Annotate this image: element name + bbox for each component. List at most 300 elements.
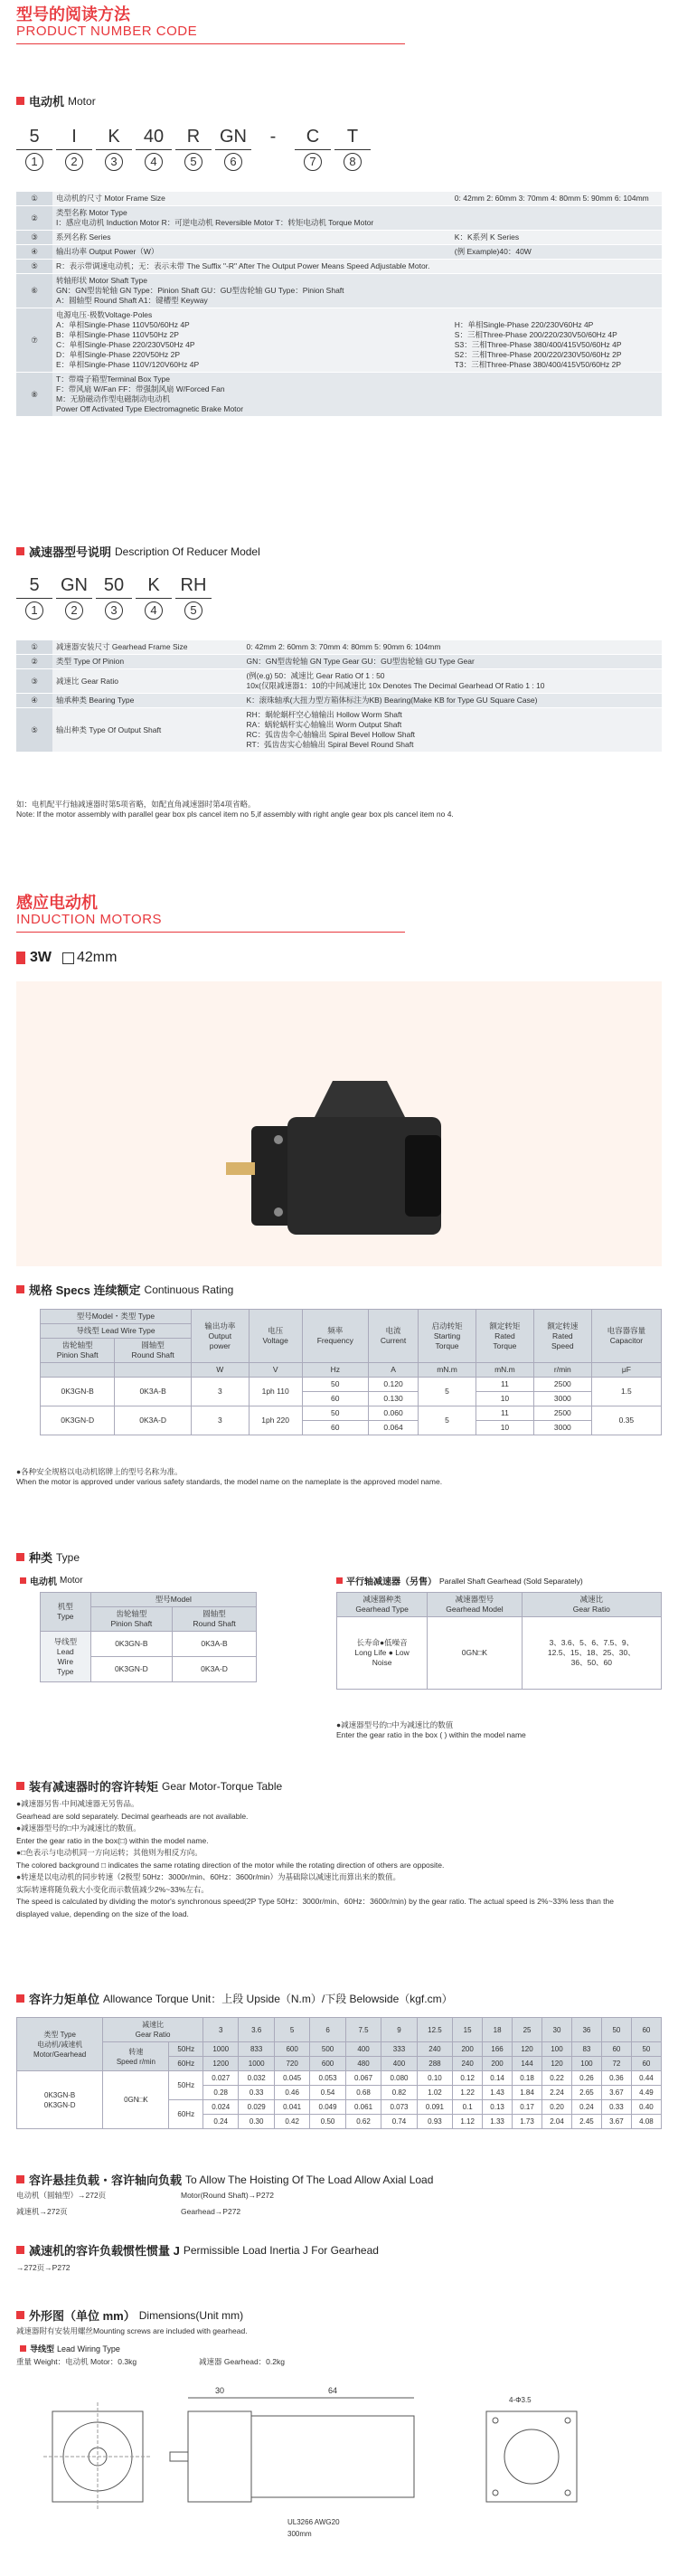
cell-torque: 1.43 <box>483 2086 513 2100</box>
motor-photo <box>16 981 662 1266</box>
allow-table <box>16 2017 662 2129</box>
types-cn: 种类 <box>29 1551 53 1565</box>
item-desc: 类型名称 Motor Type I：感应电动机 Induction Motor R：可逆电动机 Reversible Motor T：转矩电动机 Torque Motor <box>52 206 451 231</box>
inertia-en: Permissible Load Inertia J For Gearhead <box>183 2243 379 2257</box>
mount-hole-icon <box>493 2490 498 2496</box>
cell-torque: 0.33 <box>239 2086 274 2100</box>
table-row <box>16 708 662 753</box>
cell-torque: 0.74 <box>381 2115 417 2129</box>
th-speed-value: 240 <box>453 2057 483 2071</box>
th-speed-value: 1000 <box>202 2042 238 2057</box>
table-row <box>16 373 662 417</box>
cell-torque: 0.061 <box>345 2100 381 2115</box>
cell-speed: 3000 <box>533 1392 591 1406</box>
code-number-circle: 1 <box>25 601 43 620</box>
mount-hole-icon <box>493 2418 498 2423</box>
cell-gear: 0GN□K <box>103 2071 169 2129</box>
reducer-section-title <box>16 543 662 560</box>
unit-speed: r/min <box>533 1363 591 1378</box>
cell-torque: 2.45 <box>571 2115 601 2129</box>
unit-cap: μF <box>591 1363 661 1378</box>
th-round: 圆轴型 Round Shaft <box>173 1607 257 1632</box>
item-number: ⑤ <box>16 708 52 753</box>
mount-hole-icon <box>565 2490 570 2496</box>
item-number: ① <box>16 640 52 655</box>
th-ratio-value: 30 <box>542 2018 572 2042</box>
cell-voltage: 1ph 220 <box>249 1406 302 1435</box>
code-segment <box>136 575 172 620</box>
item-number: ③ <box>16 669 52 694</box>
th-ratio-value: 9 <box>381 2018 417 2042</box>
th-speed-value: 720 <box>274 2057 309 2071</box>
th-ratio-value: 18 <box>483 2018 513 2042</box>
cell-round: 0K3A-D <box>115 1406 192 1435</box>
reducer-code-table <box>16 640 662 753</box>
type-gear-cn: 平行轴减速器（另售） <box>346 1577 437 1587</box>
th-speed-value: 60 <box>631 2057 661 2071</box>
cell-torque: 4.49 <box>631 2086 661 2100</box>
code-segment <box>136 127 172 171</box>
cell-current: 0.130 <box>369 1392 419 1406</box>
code-letter: GN <box>215 127 251 150</box>
type-gear-title <box>336 1574 583 1587</box>
cell-torque: 1.12 <box>453 2115 483 2129</box>
th-speed-value: 333 <box>381 2042 417 2057</box>
code-segment <box>175 575 212 620</box>
item-number: ④ <box>16 694 52 708</box>
code-number-circle: 2 <box>65 153 83 171</box>
th-ratio-value: 3 <box>202 2018 238 2042</box>
code-segment <box>56 127 92 171</box>
th-rated-speed: 额定转速 Rated Speed <box>533 1310 591 1363</box>
code-number-circle: 3 <box>105 153 123 171</box>
code-letter: 5 <box>16 127 52 150</box>
item-desc: 类型 Type Of Pinion <box>52 655 242 669</box>
table-row <box>16 260 662 274</box>
code-number-circle: 5 <box>184 153 202 171</box>
item-number: ① <box>16 192 52 206</box>
allow-section-title <box>16 1990 662 2007</box>
th-ratio: 减速比 Gear Ratio <box>103 2018 203 2042</box>
cell-torque: 0.10 <box>417 2071 452 2086</box>
th-freq: 频率 Frequency <box>302 1310 368 1363</box>
cell-torque: 0.22 <box>542 2071 572 2086</box>
th-speed-value: 200 <box>483 2057 513 2071</box>
cell-torque: 0.82 <box>381 2086 417 2100</box>
th-speed-value: 1200 <box>202 2057 238 2071</box>
item-detail: 0: 42mm 2: 60mm 3: 70mm 4: 80mm 5: 90mm 6: 104mm <box>451 192 662 206</box>
table-row <box>41 1378 662 1392</box>
cell-torque: 0.26 <box>571 2071 601 2086</box>
dim-note: 减速器附有安装用螺丝Mounting screws are included with gearhead. <box>16 2326 248 2335</box>
motor-code-table <box>16 192 662 417</box>
header2-title-en: INDUCTION MOTORS <box>16 912 163 927</box>
screw-icon <box>274 1135 283 1144</box>
allow-en: Allowance Torque Unit：上段 Upside（N.m）/下段 Belowside（kgf.cm） <box>103 1993 453 2005</box>
code-number-circle: 6 <box>224 153 242 171</box>
torque-notes: ●减速器另售·中间减速器无另售品。 Gearhead are sold separately. Decimal gearheads are not available. ●减速器型号的□中为减速比的数值。 Enter the gear ratio in the box(□) within the model name. ●□色表示与电动机同一方向运转；其他则为相反方向。 The colored background □ indicates the same rotating direction of the motor while the rotating direction of others are opposite. ●转速是以电动机的同步转速（2极型 50Hz：3000r/min、60Hz：3600r/min）为基础除以减速比而算出来的数值。 实际转速将随负载大小变化而示数值减少2%~33%左右。 The speed is calculated by dividing the motor's synchronous speed(2P Type 50Hz：3000r/min、60Hz：3600r/min) by the gear ratio. The actual speed is 2%~33% less than the displayed value, depending on the size of the load. <box>16 1799 614 1918</box>
inertia-cn: 减速机的容许负载惯性惯量 J <box>29 2244 180 2258</box>
th-speed-value: 288 <box>417 2057 452 2071</box>
reducer-section-en: Description Of Reducer Model <box>115 545 260 558</box>
table-row <box>16 192 662 206</box>
cell-output: 3 <box>191 1406 249 1435</box>
th-output: 输出功率 Output power <box>191 1310 249 1363</box>
terminal-box <box>315 1081 405 1117</box>
cell-hz: 60Hz <box>169 2100 203 2129</box>
code-number-circle: 7 <box>304 153 322 171</box>
cell-gear-ratio: 3、3.6、5、6、7.5、9、 12.5、15、18、25、30、 36、50、60 <box>522 1617 661 1690</box>
code-number-circle: 4 <box>145 153 163 171</box>
type-motor-en: Motor <box>60 1576 83 1586</box>
cell-torque: 2.65 <box>571 2086 601 2100</box>
code-letter: R <box>175 127 212 150</box>
cell-torque: 0.44 <box>631 2071 661 2086</box>
section-marker-icon <box>16 1782 24 1790</box>
cell-torque: 0.62 <box>345 2115 381 2129</box>
cell-freq: 60 <box>302 1392 368 1406</box>
item-number: ⑧ <box>16 373 52 417</box>
th-ratio-value: 6 <box>310 2018 345 2042</box>
table-row <box>16 206 662 231</box>
cell-torque: 0.33 <box>601 2100 631 2115</box>
specs-note: ●各种安全规格以电动机铭牌上的型号名称为准。 When the motor is approved under various safety standards, the model name on the nameplate is the approved model name. <box>16 1467 443 1486</box>
dim-en: Dimensions(Unit mm) <box>138 2308 244 2322</box>
dim-label-30: 30 <box>215 2386 225 2395</box>
cell-torque: 3.67 <box>601 2115 631 2129</box>
th-speed-value: 600 <box>310 2057 345 2071</box>
header-rule <box>16 43 405 44</box>
mount-hole-icon <box>565 2418 570 2423</box>
cell-rated-torque: 10 <box>476 1421 533 1435</box>
item-detail <box>451 373 662 417</box>
section-marker-icon <box>16 1285 24 1293</box>
reducer-section-cn: 减速器型号说明 <box>29 545 112 559</box>
cell-torque: 0.50 <box>310 2115 345 2129</box>
cell-start: 5 <box>419 1406 476 1435</box>
cell-torque: 0.68 <box>345 2086 381 2100</box>
section-marker-icon <box>16 2246 24 2254</box>
cell-torque: 0.1 <box>453 2100 483 2115</box>
dim-label-lead: 300mm <box>287 2530 312 2538</box>
dim-label-holes: 4-Φ3.5 <box>509 2396 532 2404</box>
item-number: ② <box>16 206 52 231</box>
th-speed-value: 1000 <box>239 2057 274 2071</box>
item-detail: H：单相Single-Phase 220/230V60Hz 4P S：三相Three-Phase 200/220/230V50/60Hz 4P S3：三相Three-Phase 380/400/415V50/60Hz 4P S2：三相Three-Phase 200/220/230V50/60Hz 2P T3：三相Three-Phase 380/400/415V50/60Hz 2P <box>451 308 662 373</box>
th-speed-value: 120 <box>542 2057 572 2071</box>
item-number: ④ <box>16 245 52 260</box>
code-letter: T <box>334 127 371 150</box>
cell-speed: 3000 <box>533 1421 591 1435</box>
code-segment <box>334 127 371 171</box>
item-desc: 减速比 Gear Ratio <box>52 669 242 694</box>
table-row <box>16 274 662 308</box>
code-number-circle: 5 <box>184 601 202 620</box>
header2-rule <box>16 932 405 933</box>
section-marker-icon <box>16 1553 24 1561</box>
item-desc: 转轴形状 Motor Shaft Type GN：GN型齿轮轴 GN Type：Pinion Shaft GU：GU型齿轮轴 GU Type：Pinion Shaft A：圆轴型 Round Shaft A1：键槽型 Keyway <box>52 274 451 308</box>
unit-current: A <box>369 1363 419 1378</box>
cell-torque: 0.18 <box>513 2071 542 2086</box>
table-row <box>17 2018 662 2042</box>
code-segment <box>175 127 212 171</box>
cell-model: 0K3A-D <box>173 1657 257 1682</box>
header-title-en: PRODUCT NUMBER CODE <box>16 24 198 39</box>
gear-front-square <box>486 2411 577 2502</box>
item-detail: RH：蜗轮蜗杆空心轴输出 Hollow Worm Shaft RA：蜗轮蜗杆实心轴输出 Worm Output Shaft RC：弧齿齿伞心轴输出 Spiral Bevel Hollow Shaft RT：弧齿齿实心轴输出 Spiral Bevel Round Shaft <box>242 708 662 753</box>
item-desc: 电源电压·极数Voltage·Poles A：单相Single-Phase 110V50/60Hz 4P B：单相Single-Phase 110V50Hz 2P C：单相Single-Phase 220/230V50Hz 4P D：单相Single-Phase 220V50Hz 2P E：单相Single-Phase 110V/120V60Hz 4P <box>52 308 451 373</box>
cell-torque: 4.08 <box>631 2115 661 2129</box>
code-segment <box>295 127 331 171</box>
code-number-circle: 2 <box>65 601 83 620</box>
cell-torque: 0.029 <box>239 2100 274 2115</box>
code-segment <box>96 127 132 171</box>
code-letter: RH <box>175 575 212 599</box>
dimension-drawing <box>16 2375 662 2570</box>
cell-pinion: 0K3GN-B <box>41 1378 115 1406</box>
type-motor-cn: 电动机 <box>30 1577 57 1587</box>
motor-image <box>16 981 662 1266</box>
cell-torque: 0.30 <box>239 2115 274 2129</box>
item-detail: GN：GN型齿轮轴 GN Type Gear GU：GU型齿轮轴 GU Type Gear <box>242 655 662 669</box>
unit-rated-torque: mN.m <box>476 1363 533 1378</box>
cell-hz: 50Hz <box>169 2071 203 2100</box>
cell-torque: 0.073 <box>381 2100 417 2115</box>
table-row <box>16 308 662 373</box>
cell-gear-type: 长寿命●低噪音 Long Life ● Low Noise <box>337 1617 428 1690</box>
shaft <box>226 1162 255 1175</box>
item-detail: (例(e.g) 50：减速比 Gear Ratio Of 1 : 50 10x(仅限减速器1：10的中间减速比 10x Denotes The Decimal Gearhead Of Ratio 1 : 10 <box>242 669 662 694</box>
hoist-line2: 减速机→272页 <box>16 2207 68 2216</box>
th-ratio-value: 25 <box>513 2018 542 2042</box>
th-ratio-value: 36 <box>571 2018 601 2042</box>
th-voltage: 电压 Voltage <box>249 1310 302 1363</box>
cell-torque: 0.24 <box>571 2100 601 2115</box>
code-letter: 40 <box>136 127 172 150</box>
th-ratio-value: 60 <box>631 2018 661 2042</box>
cell-rated-torque: 11 <box>476 1378 533 1392</box>
item-desc: 电动机的尺寸 Motor Frame Size <box>52 192 451 206</box>
cell-cap: 1.5 <box>591 1378 661 1406</box>
cell-torque: 0.40 <box>631 2100 661 2115</box>
th-speed-value: 833 <box>239 2042 274 2057</box>
cell-torque: 1.02 <box>417 2086 452 2100</box>
cell-torque: 2.24 <box>542 2086 572 2100</box>
square-size-icon <box>62 952 74 964</box>
cell-speed: 2500 <box>533 1406 591 1421</box>
unit-voltage: V <box>249 1363 302 1378</box>
cell-torque: 1.73 <box>513 2115 542 2129</box>
cell-torque: 0.080 <box>381 2071 417 2086</box>
cell-torque: 0.041 <box>274 2100 309 2115</box>
cell-torque: 0.93 <box>417 2115 452 2129</box>
dim-section-title <box>16 2306 662 2324</box>
code-letter: 50 <box>96 575 132 599</box>
motor-section-en: Motor <box>68 94 96 108</box>
lead-wire-en: Lead Wiring Type <box>57 2344 120 2353</box>
code-letter: K <box>96 127 132 150</box>
table-row <box>16 245 662 260</box>
section-marker-icon <box>16 97 24 105</box>
specs-en: Continuous Rating <box>144 1283 234 1296</box>
th-ratio-value: 50 <box>601 2018 631 2042</box>
section-marker-icon <box>16 547 24 555</box>
code-letter: GN <box>56 575 92 599</box>
dim-cn: 外形图（单位 mm） <box>29 2309 136 2323</box>
cell-torque: 2.04 <box>542 2115 572 2129</box>
bullet-icon <box>336 1577 343 1584</box>
cell-current: 0.120 <box>369 1378 419 1392</box>
th-speed-value: 400 <box>345 2042 381 2057</box>
item-desc: 减速器安装尺寸 Gearhead Frame Size <box>52 640 242 655</box>
model-size: 42mm <box>77 950 118 965</box>
cell-lead: 导线型 Lead Wire Type <box>41 1632 91 1682</box>
th-round: 圆轴型 Round Shaft <box>115 1339 192 1363</box>
page-header-induction <box>16 894 662 933</box>
type-gear-table <box>336 1592 662 1690</box>
cell-freq: 60 <box>302 1421 368 1435</box>
allow-cn: 容许力矩单位 <box>29 1993 100 2006</box>
th-speed-value: 120 <box>513 2042 542 2057</box>
item-desc: T：带端子箱型Terminal Box Type F：带风扇 W/Fan FF：带强制风扇 W/Forced Fan M：无励磁动作型电磁制动电动机 Power Off Activated Type Electromagnetic Brake Motor <box>52 373 451 417</box>
th-speed-value: 50 <box>631 2042 661 2057</box>
unit-output: W <box>191 1363 249 1378</box>
inertia-section-title <box>16 2241 662 2259</box>
hoist-section-title <box>16 2171 662 2188</box>
cell-pinion: 0K3GN-D <box>41 1406 115 1435</box>
th-current: 电流 Current <box>369 1310 419 1363</box>
dim-label-64: 64 <box>328 2386 338 2395</box>
th-start: 启动转矩 Starting Torque <box>419 1310 476 1363</box>
cell-torque: 1.22 <box>453 2086 483 2100</box>
th-hz: 50Hz <box>169 2042 203 2057</box>
th-speed-value: 100 <box>571 2057 601 2071</box>
th-capacitor: 电容器容量 Capacitor <box>591 1310 661 1363</box>
reducer-note: 如：电机配平行轴减速器时第5项省略，如配直角减速器时第4项省略。 Note: If the motor assembly with parallel gear box pls cancel item no 5,if assembly with right angle gear box pls cancel item no 4. <box>16 800 454 819</box>
weight-gear: 减速器 Gearhead：0.2kg <box>199 2357 285 2366</box>
th-type: 机型 Type <box>41 1593 91 1632</box>
side-view-shaft <box>170 2452 188 2461</box>
table-row <box>41 1406 662 1421</box>
code-letter: I <box>56 127 92 150</box>
cell-models: 0K3GN-B 0K3GN-D <box>17 2071 103 2129</box>
item-detail: (例 Example)40：40W <box>451 245 662 260</box>
cell-torque: 0.045 <box>274 2071 309 2086</box>
th-hz: 60Hz <box>169 2057 203 2071</box>
code-segment <box>16 127 52 171</box>
hoist-line1: 电动机（圆轴型）→272页 <box>16 2191 107 2200</box>
code-number-circle: 4 <box>145 601 163 620</box>
header-title-cn: 型号的阅读方法 <box>16 5 130 24</box>
cell-torque: 0.067 <box>345 2071 381 2086</box>
table-row <box>17 2042 662 2057</box>
cell-torque: 0.28 <box>202 2086 238 2100</box>
cell-torque: 0.20 <box>542 2100 572 2115</box>
cell-torque: 0.049 <box>310 2100 345 2115</box>
table-row <box>16 669 662 694</box>
item-desc: 输出功率 Output Power（W） <box>52 245 451 260</box>
th-model: 型号Model <box>90 1593 256 1607</box>
lead-wire-title <box>20 2343 120 2354</box>
table-row <box>17 2071 662 2086</box>
unit-freq: Hz <box>302 1363 368 1378</box>
item-number: ⑤ <box>16 260 52 274</box>
type-gear-en: Parallel Shaft Gearhead (Sold Separately) <box>439 1576 583 1586</box>
table-row <box>16 231 662 245</box>
cell-torque: 0.14 <box>483 2071 513 2086</box>
table-row <box>16 694 662 708</box>
cell-torque: 0.091 <box>417 2100 452 2115</box>
th-model: 型号Model・类型 Type <box>41 1310 192 1324</box>
cell-torque: 0.027 <box>202 2071 238 2086</box>
code-number-circle: 1 <box>25 153 43 171</box>
types-section-title <box>16 1548 662 1566</box>
type-gear-note: ●减速器型号的□中为减速比的数值 Enter the gear ratio in the box ( ) within the model name <box>336 1720 526 1739</box>
torque-section-title <box>16 1777 662 1795</box>
cell-torque: 0.13 <box>483 2100 513 2115</box>
cell-model: 0K3GN-D <box>90 1657 172 1682</box>
th-ratio-value: 7.5 <box>345 2018 381 2042</box>
gear-front-circle <box>504 2429 559 2484</box>
th-speed-value: 200 <box>453 2042 483 2057</box>
type-motor-title <box>20 1574 83 1587</box>
section-marker-icon <box>16 952 25 964</box>
motor-endcap <box>405 1135 441 1217</box>
th-speed-value: 144 <box>513 2057 542 2071</box>
cell-rated-torque: 11 <box>476 1406 533 1421</box>
weight-motor: 重量 Weight：电动机 Motor：0.3kg <box>16 2357 137 2366</box>
code-segment <box>215 127 251 171</box>
specs-cn: 规格 Specs 连续额定 <box>29 1283 141 1297</box>
cell-torque: 0.24 <box>202 2115 238 2129</box>
item-detail <box>451 260 662 274</box>
item-desc: 系列名称 Series <box>52 231 451 245</box>
types-en: Type <box>56 1550 80 1564</box>
side-view-gear <box>188 2411 251 2502</box>
reducer-code <box>16 575 212 620</box>
cell-torque: 0.12 <box>453 2071 483 2086</box>
side-view-motor <box>251 2416 414 2497</box>
th-pinion: 齿轮轴型 Pinion Shaft <box>41 1339 115 1363</box>
hoist-line1b: Motor(Round Shaft)→P272 <box>181 2191 274 2200</box>
code-segment <box>56 575 92 620</box>
item-number: ⑥ <box>16 274 52 308</box>
cell-round: 0K3A-B <box>115 1378 192 1406</box>
section-marker-icon <box>16 2311 24 2319</box>
code-letter: - <box>269 127 277 147</box>
cell-torque: 0.032 <box>239 2071 274 2086</box>
th-speed-value: 240 <box>417 2042 452 2057</box>
cell-speed: 2500 <box>533 1378 591 1392</box>
cell-torque: 0.36 <box>601 2071 631 2086</box>
th-speed-value: 166 <box>483 2042 513 2057</box>
dim-label-ul: UL3266 AWG20 <box>287 2518 340 2526</box>
th-speed-value: 500 <box>310 2042 345 2057</box>
hoist-cn: 容许悬挂负载・容许轴向负载 <box>29 2174 183 2187</box>
code-letter: K <box>136 575 172 599</box>
table-row <box>16 640 662 655</box>
item-detail: K：K系列 K Series <box>451 231 662 245</box>
th-ratio-value: 5 <box>274 2018 309 2042</box>
cell-torque: 0.54 <box>310 2086 345 2100</box>
th-speed-value: 83 <box>571 2042 601 2057</box>
model-title <box>16 950 662 966</box>
motor-code <box>16 127 371 171</box>
torque-en: Gear Motor-Torque Table <box>162 1779 283 1793</box>
section-marker-icon <box>16 2175 24 2183</box>
item-desc: 轴承种类 Bearing Type <box>52 694 242 708</box>
cell-torque: 0.053 <box>310 2071 345 2086</box>
